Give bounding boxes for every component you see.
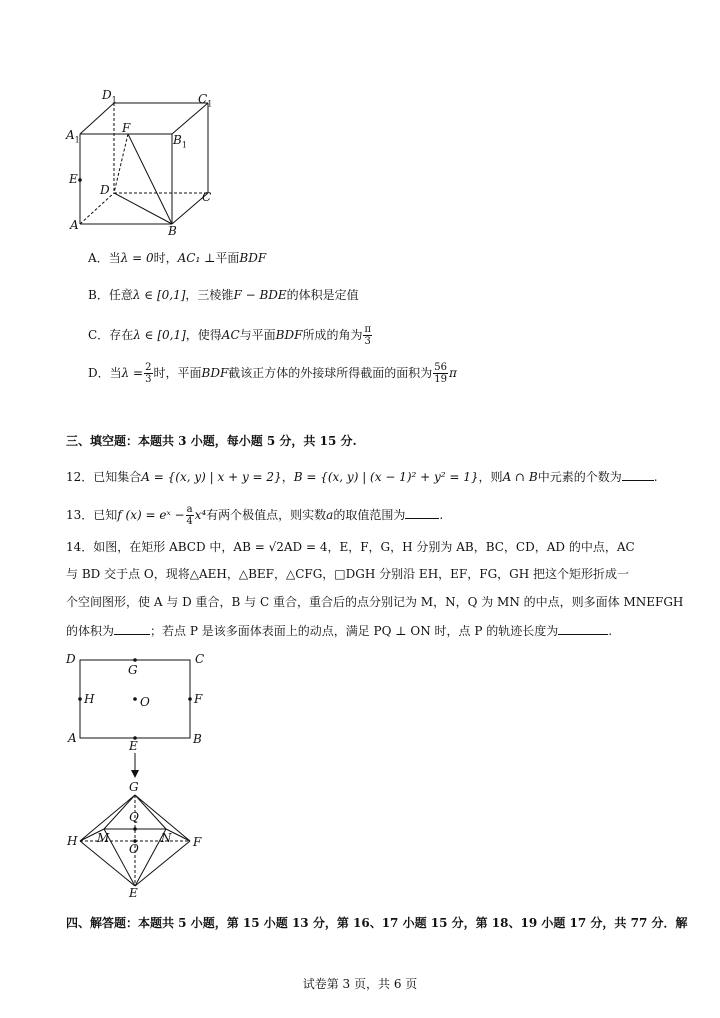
- rect-label-E: E: [129, 739, 138, 753]
- label-E: E: [69, 172, 78, 186]
- fraction-a-4: $\frac{a}{4}$: [186, 504, 193, 527]
- label-C1: $C_1$: [198, 92, 213, 109]
- rect-label-C: C: [195, 652, 205, 666]
- label-F: F: [122, 121, 131, 135]
- rect-label-F: F: [194, 692, 203, 706]
- question-13: 13．已知f (x) = eˣ − $\frac{a}{4}$ x⁴有两个极值点，则实数a的取值范围为 .: [66, 504, 444, 527]
- label-D: D: [100, 183, 110, 197]
- option-d: D．当λ = $\frac{2}{3}$ 时，平面BDF截该正方体的外接球所得截面的面积为 $\frac{56}{19}$ π: [88, 362, 457, 385]
- question-14-line-3: 个空间图形，使 A 与 D 重合，B 与 C 重合，重合后的点分别记为 M，N，Q 为 MN 的中点，则多面体 MNEFGH: [66, 595, 684, 609]
- label-C: C: [202, 190, 212, 204]
- poly-label-Q: Q: [129, 810, 139, 824]
- rect-label-H: H: [84, 692, 95, 706]
- rect-label-O: O: [140, 695, 150, 709]
- rect-label-A: A: [68, 731, 77, 745]
- poly-label-G: G: [129, 780, 139, 794]
- question-14-line-1: 14．如图，在矩形 ABCD 中，AB = √2AD = 4，E，F，G，H 分别为 AB，BC，CD，AD 的中点，AC: [66, 540, 635, 554]
- rect-label-G: G: [128, 663, 138, 677]
- question-12: 12．已知集合A = {(x, y) | x + y = 2}，B = {(x, y) | (x − 1)² + y² = 1}，则A ∩ B中元素的个数为 .: [66, 470, 658, 484]
- question-14-line-4: 的体积为 ；若点 P 是该多面体表面上的动点，满足 PQ ⊥ ON 时，点 P 的轨迹长度为 .: [66, 624, 613, 638]
- option-c: C．存在λ ∈ [0,1]，使得AC与平面BDF所成的角为 $\frac{\pi}{3}$: [88, 324, 372, 347]
- rect-label-B: B: [193, 732, 202, 746]
- poly-label-N: N: [161, 831, 172, 845]
- question-14-line-2: 与 BD 交于点 O，现将△AEH，△BEF，△CFG，□DGH 分别沿 EH，EF，FG，GH 把这个矩形折成一: [66, 567, 630, 581]
- label-D1: $D_1$: [102, 88, 117, 105]
- label-A: A: [70, 218, 79, 232]
- poly-label-O: O: [129, 842, 139, 856]
- poly-label-M: M: [97, 831, 110, 845]
- option-a: A．当λ = 0时，AC₁ ⊥平面BDF: [88, 251, 267, 265]
- poly-label-E: E: [129, 886, 138, 900]
- label-B1: $B_1$: [173, 133, 187, 150]
- poly-label-H: H: [67, 834, 78, 848]
- label-A1: $A_1$: [66, 128, 80, 145]
- page-footer: 试卷第 3 页，共 6 页: [302, 977, 418, 991]
- fraction-56-19: $\frac{56}{19}$: [434, 362, 448, 385]
- fraction-2-3: $\frac{2}{3}$: [145, 362, 152, 385]
- label-B: B: [168, 224, 177, 238]
- option-b: B．任意λ ∈ [0,1]，三棱锥F − BDE的体积是定值: [88, 288, 359, 302]
- poly-label-F: F: [193, 835, 202, 849]
- rect-label-D: D: [66, 652, 76, 666]
- section-3-title: 三、填空题：本题共 3 小题，每小题 5 分，共 15 分.: [66, 434, 357, 448]
- section-4-title: 四、解答题：本题共 5 小题，第 15 小题 13 分，第 16、17 小题 15 分，第 18、19 小题 17 分，共 77 分．解: [66, 916, 688, 930]
- fraction-pi-3: $\frac{\pi}{3}$: [364, 324, 372, 347]
